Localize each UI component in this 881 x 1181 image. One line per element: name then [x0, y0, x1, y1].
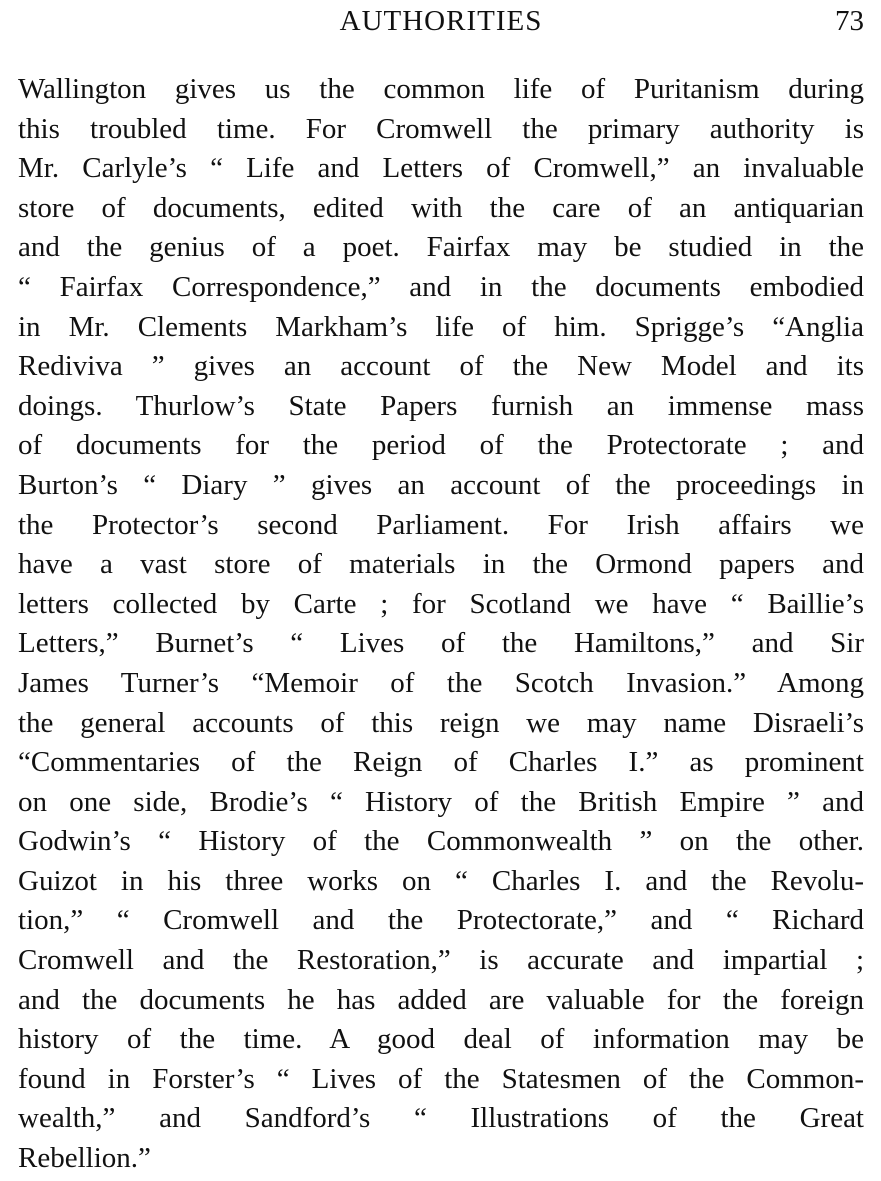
text-line: Cromwell and the Restoration,” is accurate and impartial ;	[18, 944, 864, 977]
text-line: of documents for the period of the Protectorate ; and	[18, 429, 864, 462]
text-line: found in Forster’s “ Lives of the Statesmen of the Common-	[18, 1062, 864, 1095]
text-line: Rediviva ” gives an account of the New Model and its	[18, 350, 864, 383]
text-line: Burton’s “ Diary ” gives an account of the proceedings in	[18, 468, 864, 501]
text-line: Guizot in his three works on “ Charles I. and the Revolu-	[18, 864, 864, 897]
body-paragraph	[18, 70, 864, 1179]
text-line: in Mr. Clements Markham’s life of him. Sprigge’s “Anglia	[18, 310, 864, 343]
text-line: Wallington gives us the common life of Puritanism during	[18, 73, 864, 105]
running-head	[18, 2, 864, 42]
text-line: this troubled time. For Cromwell the primary authority is	[18, 112, 864, 145]
text-line: tion,” “ Cromwell and the Protectorate,” and “ Richard	[18, 904, 864, 937]
running-title: AUTHORITIES	[339, 5, 543, 37]
text-line: Mr. Carlyle’s “ Life and Letters of Cromwell,” an invaluable	[18, 152, 864, 185]
text-line: doings. Thurlow’s State Papers furnish an immense mass	[18, 389, 864, 422]
text-line: have a vast store of materials in the Ormond papers and	[18, 548, 864, 581]
text-line: history of the time. A good deal of information may be	[18, 1023, 864, 1056]
text-line: and the genius of a poet. Fairfax may be studied in the	[18, 231, 864, 264]
text-line: Letters,” Burnet’s “ Lives of the Hamiltons,” and Sir	[18, 627, 864, 660]
text-line: on one side, Brodie’s “ History of the British Empire ” and	[18, 785, 864, 818]
text-line: the Protector’s second Parliament. For Irish affairs we	[18, 508, 864, 541]
text-line: “Commentaries of the Reign of Charles I.” as prominent	[18, 746, 864, 779]
page-number: 73	[835, 5, 864, 37]
text-line: the general accounts of this reign we may name Disraeli’s	[18, 706, 864, 739]
text-line: Rebellion.”	[18, 1142, 151, 1175]
text-line: and the documents he has added are valuable for the foreign	[18, 983, 864, 1016]
text-line: wealth,” and Sandford’s “ Illustrations of the Great	[18, 1102, 864, 1135]
text-line: store of documents, edited with the care of an antiquarian	[18, 191, 864, 224]
text-line: James Turner’s “Memoir of the Scotch Invasion.” Among	[18, 666, 864, 699]
text-line: letters collected by Carte ; for Scotland we have “ Baillie’s	[18, 587, 864, 620]
text-line: “ Fairfax Correspondence,” and in the documents embodied	[18, 270, 864, 303]
text-line: Godwin’s “ History of the Commonwealth ” on the other.	[18, 825, 864, 858]
